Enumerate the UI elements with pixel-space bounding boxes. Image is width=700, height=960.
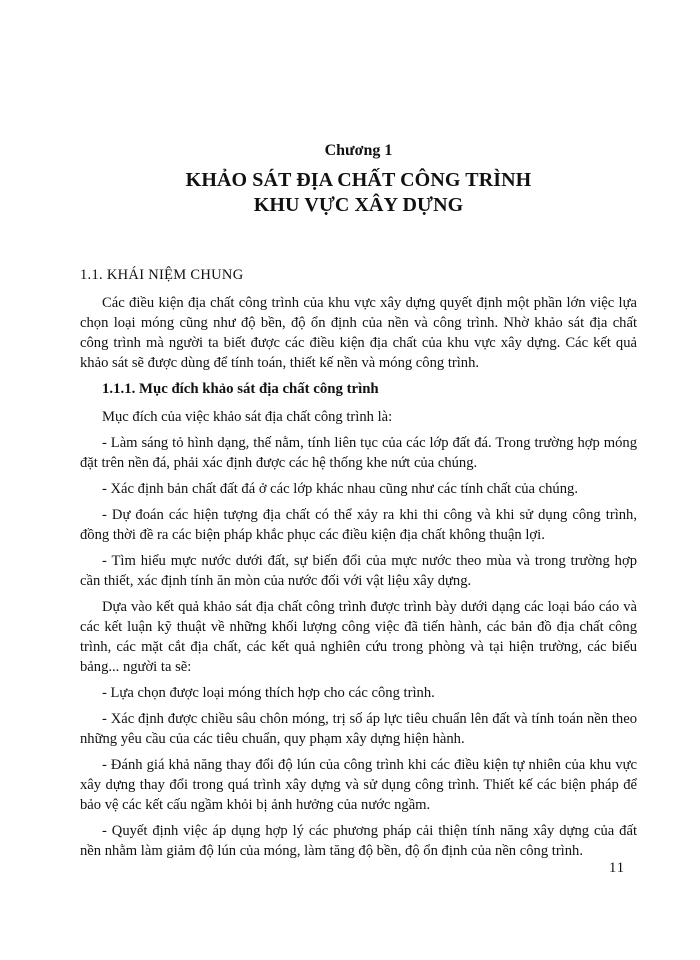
section-intro-paragraph: Các điều kiện địa chất công trình của khu vực xây dựng quyết định một phần lớn việc lựa chọn loại móng cũng như độ bền, độ ổn định của nền và công trình. Nhờ khảo sát địa chất công trình mà người ta biết được các điều kiện địa chất của khu vực xây dựng. Các kết quả khảo sát sẽ được dùng để tính toán, thiết kế nền và móng công trình. <box>80 295 637 371</box>
subsection-heading: 1.1.1. Mục đích khảo sát địa chất công trình <box>102 381 379 397</box>
purpose-item: - Dự đoán các hiện tượng địa chất có thể xảy ra khi thi công và khi sử dụng công trình, đồng thời đề ra các biện pháp khắc phục các điều kiện địa chất không thuận lợi. <box>80 507 637 543</box>
outcome-item: - Xác định được chiều sâu chôn móng, trị số áp lực tiêu chuẩn lên đất và tính toán nền theo những yêu cầu của các tiêu chuẩn, quy phạm xây dựng hiện hành. <box>80 711 637 747</box>
page-number: 11 <box>608 860 625 876</box>
chapter-title-line-2: KHU VỰC XÂY DỰNG <box>253 194 464 216</box>
purpose-item: - Xác định bản chất đất đá ở các lớp khác nhau cũng như các tính chất của chúng. <box>102 481 578 497</box>
purpose-lead-paragraph: Mục đích của việc khảo sát địa chất công trình là: <box>102 409 393 425</box>
outcome-item: - Đánh giá khả năng thay đổi độ lún của công trình khi các điều kiện tự nhiên của khu vực xây dựng thay đổi trong quá trình xây dựng và sử dụng công trình. Thiết kế các biện pháp để bảo vệ các kết cấu ngầm khỏi bị ảnh hưởng của nước ngầm. <box>80 757 637 813</box>
purpose-item: - Làm sáng tỏ hình dạng, thế nằm, tính liên tục của các lớp đất đá. Trong trường hợp móng đặt trên nền đá, phải xác định được các hệ thống khe nứt của chúng. <box>80 435 637 471</box>
purpose-item: - Tìm hiểu mực nước dưới đất, sự biến đổi của mực nước theo mùa và trong trường hợp cần thiết, xác định tính ăn mòn của nước đối với vật liệu xây dựng. <box>80 553 637 589</box>
section-heading: 1.1. KHÁI NIỆM CHUNG <box>80 267 244 283</box>
outcome-item: - Quyết định việc áp dụng hợp lý các phương pháp cải thiện tính năng xây dựng của đất nền nhằm làm giảm độ lún của móng, làm tăng độ bền, độ ổn định của nền công trình. <box>80 823 637 859</box>
outcome-item: - Lựa chọn được loại móng thích hợp cho các công trình. <box>102 685 435 701</box>
chapter-title <box>80 168 637 218</box>
chapter-title-line-1: KHẢO SÁT ĐỊA CHẤT CÔNG TRÌNH <box>185 169 532 191</box>
chapter-label: Chương 1 <box>324 142 393 159</box>
body-text <box>80 293 637 867</box>
results-intro-paragraph: Dựa vào kết quả khảo sát địa chất công trình được trình bày dưới dạng các loại báo cáo và các kết luận kỹ thuật về những khối lượng công việc đã tiến hành, các bản đồ địa chất công trình, các mặt cắt địa chất, các kết quả nghiên cứu trong phòng và tại hiện trường, các biểu bảng... người ta sẽ: <box>80 599 637 675</box>
